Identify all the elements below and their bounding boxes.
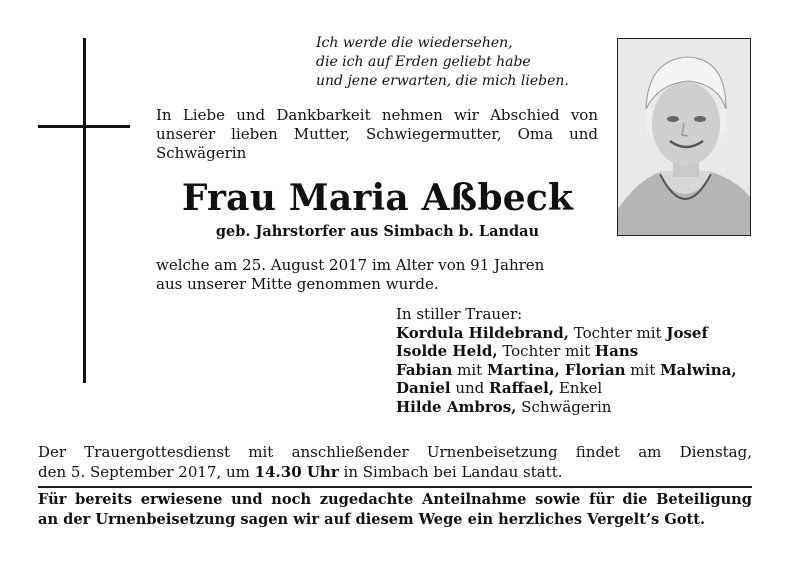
mourner-name: Kordula Hildebrand, — [396, 323, 569, 342]
cross-icon-horizontal — [38, 125, 130, 128]
mourner-name: Daniel — [396, 379, 451, 398]
mourner-name: Malwina, — [660, 360, 737, 379]
intro-text: In Liebe und Dankbarkeit nehmen wir Abschied von unserer lieben Mutter, Schwiegermutter, Oma und Schwägerin — [156, 106, 598, 162]
mourner-relation: Schwägerin — [516, 397, 612, 416]
mourner-relation: mit — [625, 360, 661, 379]
cross-icon-vertical — [83, 38, 86, 383]
poem-line: Ich werde die wiedersehen, — [316, 35, 513, 51]
mourners-list — [396, 305, 766, 417]
mourner-name: Josef — [666, 323, 708, 342]
poem — [316, 34, 606, 91]
service-line — [38, 463, 752, 483]
mourner-relation: Tochter mit — [568, 323, 667, 342]
mourner-name: Hilde Ambros, — [396, 397, 517, 416]
mourners-heading: In stiller Trauer: — [396, 305, 523, 323]
death-notice-line: aus unserer Mitte genommen wurde. — [156, 275, 439, 293]
mourner-relation: Tochter mit — [497, 342, 595, 361]
poem-line: und jene erwarten, die mich lieben. — [316, 73, 569, 89]
mourner-row — [396, 361, 766, 380]
mourner-relation: Enkel — [554, 379, 603, 398]
service-line: Der Trauergottesdienst mit anschließender Urnenbeisetzung findet am Dienstag, — [38, 443, 752, 461]
divider — [38, 486, 752, 488]
mourner-row — [396, 398, 766, 417]
mourner-row — [396, 379, 766, 398]
mourner-name: Isolde Held, — [396, 342, 498, 361]
mourner-name: Fabian — [396, 360, 453, 379]
thanks-line: an der Urnenbeisetzung sagen wir auf diesem Wege ein herzliches Vergelt’s Gott. — [38, 510, 706, 528]
mourner-name: Hans — [594, 342, 639, 361]
mourner-name: Raffael, — [489, 379, 555, 398]
portrait-photo — [617, 38, 751, 236]
service-notice — [38, 443, 752, 482]
birth-name: geb. Jahrstorfer aus Simbach b. Landau — [215, 223, 540, 240]
death-notice-line: welche am 25. August 2017 im Alter von 91 Jahren — [156, 256, 545, 274]
thanks-text — [38, 490, 752, 529]
mourner-relation: und — [450, 379, 490, 398]
service-text: den 5. September 2017, um — [38, 462, 255, 481]
mourner-row — [396, 342, 766, 361]
service-time: 14.30 Uhr — [254, 462, 339, 481]
mourner-relation: mit — [452, 360, 487, 379]
thanks-line: Für bereits erwiesene und noch zugedachte Anteilnahme sowie für die Beteiligung — [38, 491, 752, 508]
death-notice — [156, 256, 601, 294]
mourner-name: Martina, Florian — [486, 360, 626, 379]
deceased-name: Frau Maria Aßbeck — [181, 177, 574, 219]
portrait-image — [618, 39, 751, 236]
service-text: in Simbach bei Landau statt. — [338, 462, 563, 481]
mourner-row — [396, 324, 766, 343]
poem-line: die ich auf Erden geliebt habe — [316, 54, 531, 70]
